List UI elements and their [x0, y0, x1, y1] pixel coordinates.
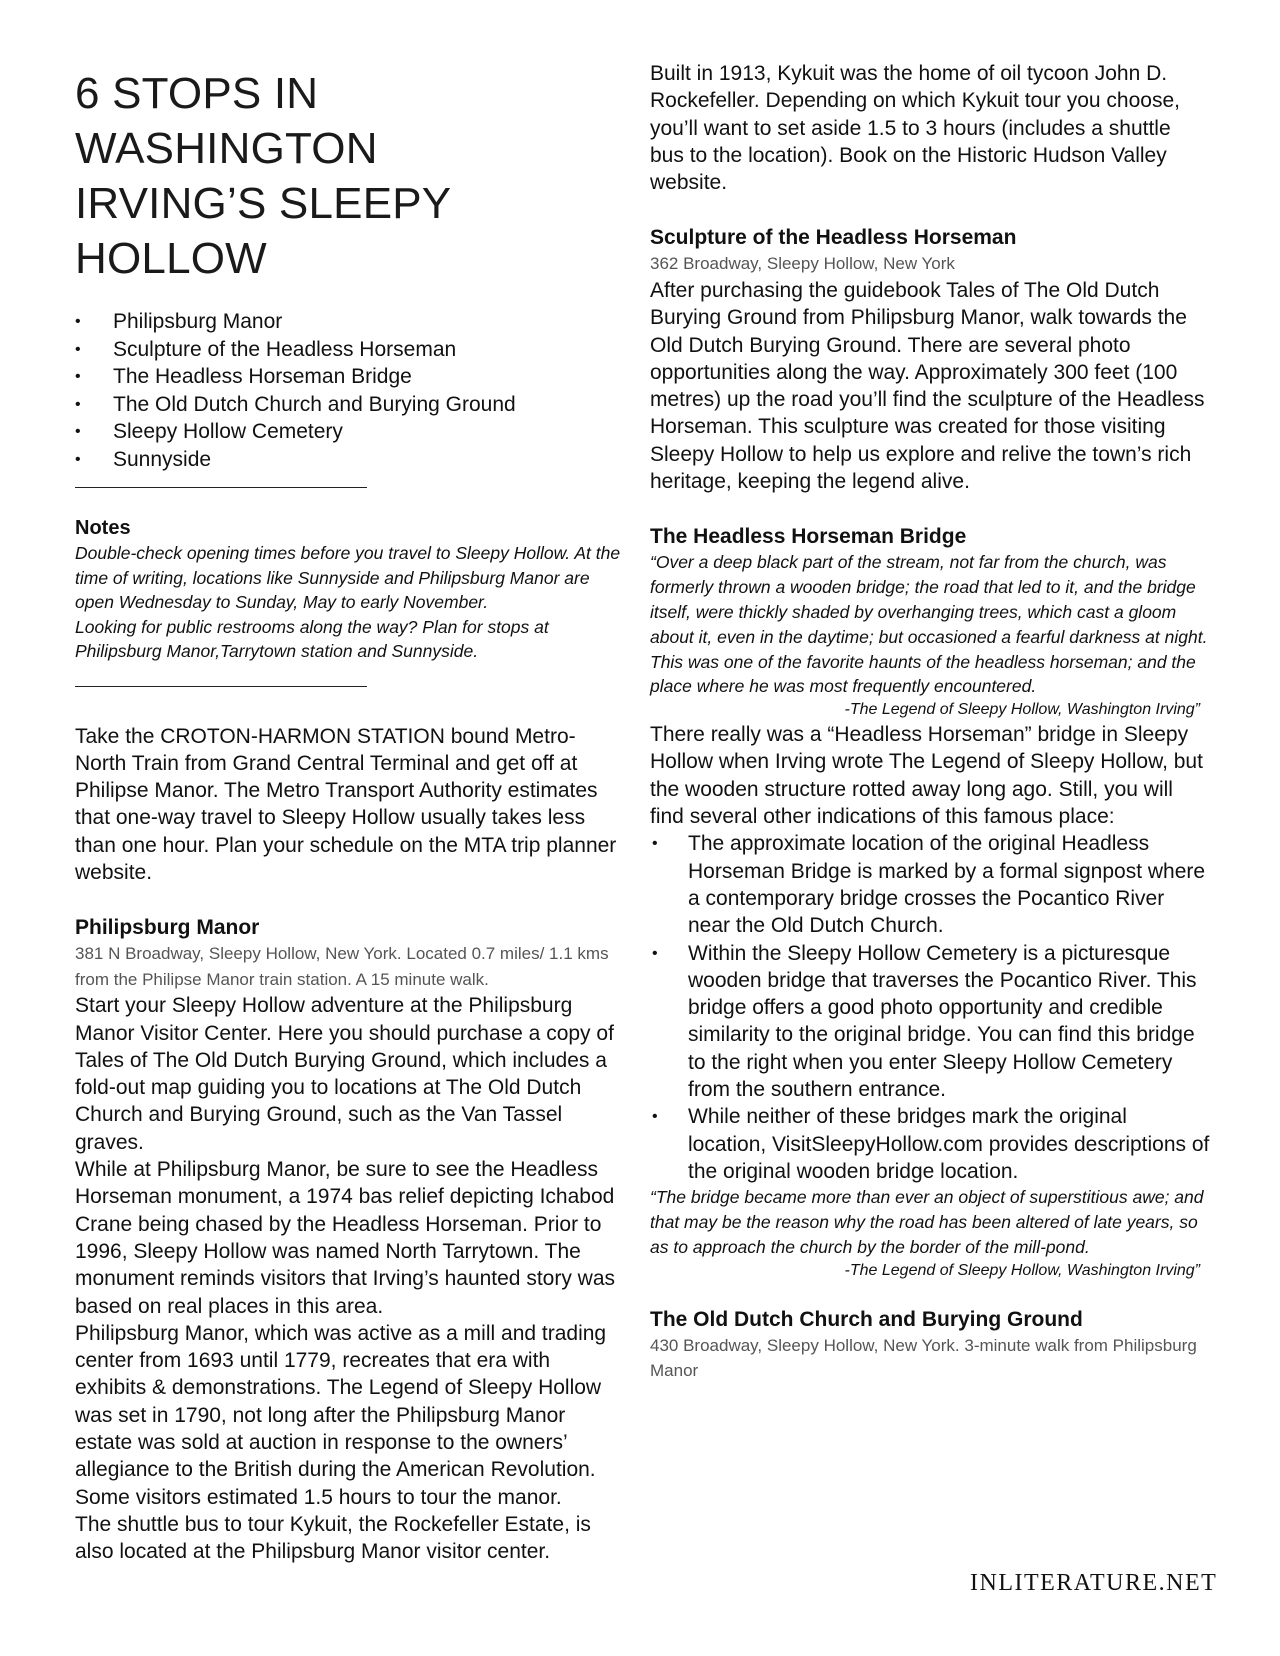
quote-attribution: -The Legend of Sleepy Hollow, Washington Irving”: [844, 1261, 1200, 1279]
stop-item: • The Headless Horseman Bridge: [75, 363, 623, 391]
divider: [75, 686, 367, 687]
bridge-quote: “Over a deep black part of the stream, not far from the church, was formerly thrown a wooden bridge; the road that led to it, and the bridge itself, were thickly shaded by overhanging trees, which cast a gloom about it, even in the daytime; but occasioned a fearful darkness at night. This was one of the favorite haunts of the headless horseman; and the place where he was most frequently encountered.: [650, 552, 1208, 697]
section-heading-philipsburg: Philipsburg Manor: [75, 916, 260, 940]
right-column: [650, 60, 1210, 1384]
bridge-bullets: [650, 830, 1210, 1185]
notes-paragraph: Double-check opening times before you travel to Sleepy Hollow. At the time of writing, locations like Sunnyside and Philipsburg Manor are open Wednesday to Sunday, May to early November.: [75, 543, 621, 612]
stops-list: [75, 308, 623, 473]
notes-paragraph: Looking for public restrooms along the way? Plan for stops at Philipsburg Manor,Tarrytown station and Sunnyside.: [75, 616, 549, 661]
page-title: [75, 66, 623, 286]
philipsburg-paragraph: Start your Sleepy Hollow adventure at the Philipsburg Manor Visitor Center. Here you should purchase a copy of Tales of The Old Dutch Burying Ground, which includes a fold-out map guiding you to locations at The Old Dutch Church and Burying Ground, such as the Van Tassel graves.: [75, 994, 614, 1154]
section-heading-bridge: The Headless Horseman Bridge: [650, 525, 967, 549]
philipsburg-paragraph: The shuttle bus to tour Kykuit, the Rockefeller Estate, is also located at the Philipsburg Manor visitor center.: [75, 1512, 591, 1564]
stop-item: • Sunnyside: [75, 446, 623, 474]
bridge-quote: “The bridge became more than ever an object of superstitious awe; and that may be the reason why the road has been altered of late years, so as to approach the church by the border of the mill-pond.: [650, 1187, 1204, 1257]
sculpture-paragraph: After purchasing the guidebook Tales of The Old Dutch Burying Ground from Philipsburg Manor, walk towards the Old Dutch Burying Ground. There are several photo opportunities along the way. Approximately 300 feet (100 metres) up the road you’ll find the sculpture of the Headless Horseman. This sculpture was created for those visiting Sleepy Hollow to help us explore and relive the town’s rich heritage, keeping the legend alive.: [650, 278, 1205, 494]
left-column: [75, 60, 623, 1566]
notes-heading: Notes: [75, 517, 131, 539]
notes-body: [75, 541, 623, 664]
intro-paragraph: Take the CROTON-HARMON STATION bound Metro-North Train from Grand Central Terminal and get off at Philipse Manor. The Metro Transport Authority estimates that one-way travel to Sleepy Hollow usually takes less than one hour. Plan your schedule on the MTA trip planner website.: [75, 724, 617, 884]
church-address: 430 Broadway, Sleepy Hollow, New York. 3-minute walk from Philipsburg Manor: [650, 1335, 1197, 1381]
divider: [75, 487, 367, 488]
title-line-1: 6 STOPS IN WASHINGTON: [75, 69, 378, 173]
site-footer-logo: INLITERATURE.NET: [970, 1570, 1218, 1596]
quote-attribution: -The Legend of Sleepy Hollow, Washington Irving”: [844, 701, 1200, 719]
bridge-paragraph: There really was a “Headless Horseman” bridge in Sleepy Hollow when Irving wrote The Legend of Sleepy Hollow, but the wooden structure rotted away long ago. Still, you will find several other indications of this famous place:: [650, 723, 1203, 829]
philipsburg-paragraph: While at Philipsburg Manor, be sure to see the Headless Horseman monument, a 1974 bas relief depicting Ichabod Crane being chased by the Headless Horseman. Prior to 1996, Sleepy Hollow was named North Tarrytown. The monument reminds visitors that Irving’s haunted story was based on real places in this area.: [75, 1158, 616, 1318]
bridge-bullet: • While neither of these bridges mark the original location, VisitSleepyHollow.com provides descriptions of the original wooden bridge location.: [650, 1103, 1210, 1185]
bridge-bullet: • Within the Sleepy Hollow Cemetery is a picturesque wooden bridge that traverses the Pocantico River. This bridge offers a good photo opportunity and credible similarity to the original bridge. You can find this bridge to the right when you enter Sleepy Hollow Cemetery from the southern entrance.: [650, 940, 1210, 1104]
section-heading-church: The Old Dutch Church and Burying Ground: [650, 1307, 1083, 1331]
philipsburg-paragraph: Philipsburg Manor, which was active as a mill and trading center from 1693 until 1779, recreates that era with exhibits & demonstrations. The Legend of Sleepy Hollow was set in 1790, not long after the Philipsburg Manor estate was sold at auction in response to the owners’ allegiance to the British during the American Revolution. Some visitors estimated 1.5 hours to tour the manor.: [75, 1321, 607, 1509]
stop-item: • Sleepy Hollow Cemetery: [75, 418, 623, 446]
section-heading-sculpture: Sculpture of the Headless Horseman: [650, 226, 1017, 250]
bridge-bullet: • The approximate location of the original Headless Horseman Bridge is marked by a formal signpost where a contemporary bridge crosses the Pocantico River near the Old Dutch Church.: [650, 830, 1210, 939]
stop-item: • Sculpture of the Headless Horseman: [75, 336, 623, 364]
philipsburg-address: 381 N Broadway, Sleepy Hollow, New York. Located 0.7 miles/ 1.1 kms from the Philipse Manor train station. A 15 minute walk.: [75, 944, 609, 989]
stop-item: • The Old Dutch Church and Burying Ground: [75, 391, 623, 419]
sculpture-address: 362 Broadway, Sleepy Hollow, New York: [650, 254, 955, 274]
stop-item: • Philipsburg Manor: [75, 308, 623, 336]
title-line-2: IRVING’S SLEEPY HOLLOW: [75, 179, 451, 283]
kykuit-paragraph: Built in 1913, Kykuit was the home of oil tycoon John D. Rockefeller. Depending on which Kykuit tour you choose, you’ll want to set aside 1.5 to 3 hours (includes a shuttle bus to the location). Book on the Historic Hudson Valley website.: [650, 62, 1180, 195]
